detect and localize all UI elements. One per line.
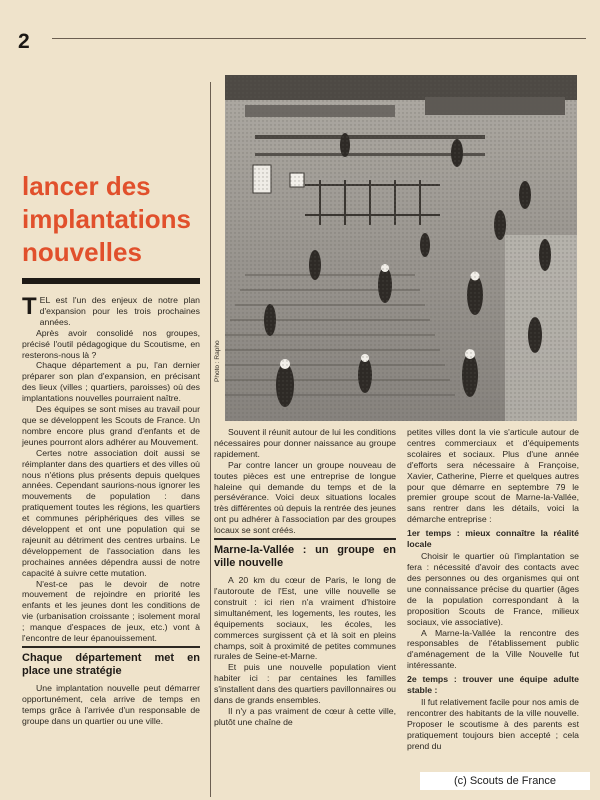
station-crowd-photo: [225, 75, 577, 421]
paragraph: Chaque département a pu, l'an dernier préparer son plan d'expansion, en précisant des lieux (villes ; quartiers, paroisses) où des implantations nouvelles pourraient naître.: [22, 360, 200, 404]
column-3: [407, 427, 579, 752]
paragraph: Des équipes se sont mises au travail pour que se développent les Scouts de France. Un nombre encore plus grand d'enfants et de jeunes pourront alors adhérer au Mouvement.: [22, 404, 200, 447]
copyright-notice: (c) Scouts de France: [420, 772, 590, 790]
paragraph: N'est-ce pas le devoir de notre mouvement de rejoindre en priorité les enfants et les jeunes dont les conditions de vie (urbanisation croissante ; isolement moral ; manque d'espaces de jeux, etc.) vont à l'encontre de leur épanouissement.: [22, 578, 200, 644]
paragraph: A 20 km du cœur de Paris, le long de l'autoroute de l'Est, une ville nouvelle se construit : ici rien n'a vraiment d'histoire simultanément, les logements, les routes, les équipements sociaux, les écoles, les commerces surgissent çà et là soit en pleins champs, soit à proximité de petites communes rurales de Seine-et-Marne.: [214, 575, 396, 662]
paragraph: Il n'y a pas vraiment de cœur à cette ville, plutôt une chaîne de: [214, 705, 396, 727]
column-1: [22, 295, 200, 727]
subheading: 2e temps : trouver une équipe adulte stable :: [407, 674, 579, 696]
section-heading: Marne-la-Vallée : un groupe en ville nouvelle: [214, 538, 396, 570]
page-number: 2: [18, 30, 30, 53]
headline-bar: [22, 278, 200, 284]
paragraph: Certes notre association doit aussi se réimplanter dans des quartiers et des villes où nous n'étions plus présents depuis quelques années. Cependant saurions-nous ignorer les mouvements de population : dans pratiquement toutes les régions, les quartiers et communes périphériques des villes se développent et ont une population qui se rajeunit au détriment des centres urbains. Le développement de l'association dans les prochaines années dépendra aussi de notre capacité à suivre cette mutation.: [22, 447, 200, 578]
top-rule: [52, 38, 586, 39]
paragraph: Après avoir consolidé nos groupes, précisé l'outil pédagogique du Scoutisme, en resterons-nous là ?: [22, 327, 200, 360]
paragraph: Il fut relativement facile pour nos amis de rencontrer des habitants de la ville nouvelle. Proposer le scoutisme à des parents est pratiquement toujours bien accepté ; cela prend du: [407, 697, 579, 751]
headline-line-1: lancer des: [22, 171, 151, 201]
column-divider: [210, 82, 211, 797]
section-heading: Chaque département met en place une stratégie: [22, 646, 200, 678]
drop-cap: T: [22, 293, 37, 320]
headline: [22, 170, 202, 269]
headline-line-3: nouvelles: [22, 237, 142, 267]
subheading: 1er temps : mieux connaître la réalité locale: [407, 528, 579, 550]
paragraph: Par contre lancer un groupe nouveau de toutes pièces est une entreprise de longue haleine qui demande du temps et de la persévérance. Voici deux situations locales très différentes où depuis la rentrée des jeunes ont pu adhérer à l'association par des groupes locaux se sont créés.: [214, 459, 396, 536]
paragraph: Et puis une nouvelle population vient habiter ici : par centaines les familles s'installent dans des quartiers pavillonnaires ou dans de grands ensembles.: [214, 662, 396, 706]
paragraph: Souvent il réunit autour de lui les conditions nécessaires pour donner naissance au groupe rapidement.: [214, 427, 396, 459]
photo-illustration: [225, 75, 577, 421]
photo-credit: Photo : Rapho: [214, 340, 221, 382]
headline-line-2: implantations: [22, 204, 192, 234]
intro-paragraph: TEL est l'un des enjeux de notre plan d'expansion pour les trois prochaines années.: [22, 293, 200, 327]
paragraph: Choisir le quartier où l'implantation se fera : nécessité d'avoir des contacts avec des personnes ou des organismes qui ont une connaissance précise du quartier (âges de la population correspondant à la proposition Scouts de France, milieux sociaux, vie associative).: [407, 551, 579, 627]
column-2: [214, 427, 396, 728]
paragraph: A Marne-la-Vallée la rencontre des responsables de l'établissement public d'aménagement de la Ville Nouvelle fut intéressante.: [407, 627, 579, 671]
paragraph: petites villes dont la vie s'articule autour de centres commerciaux et d'équipements scolaires et sociaux. Plus d'une année d'efforts sera nécessaire à Françoise, Xavier, Catherine, Pierre et quelques autres pour que démarre en septembre 79 le premier groupe scout de Marne-la-Vallée, sans rentrer dans les détails, voici la démarche entreprise :: [407, 427, 579, 525]
paragraph: Une implantation nouvelle peut démarrer opportunément, cela arrive de temps en temps grâce à l'arrivée d'un responsable de groupe dans un quartier ou une ville.: [22, 683, 200, 726]
